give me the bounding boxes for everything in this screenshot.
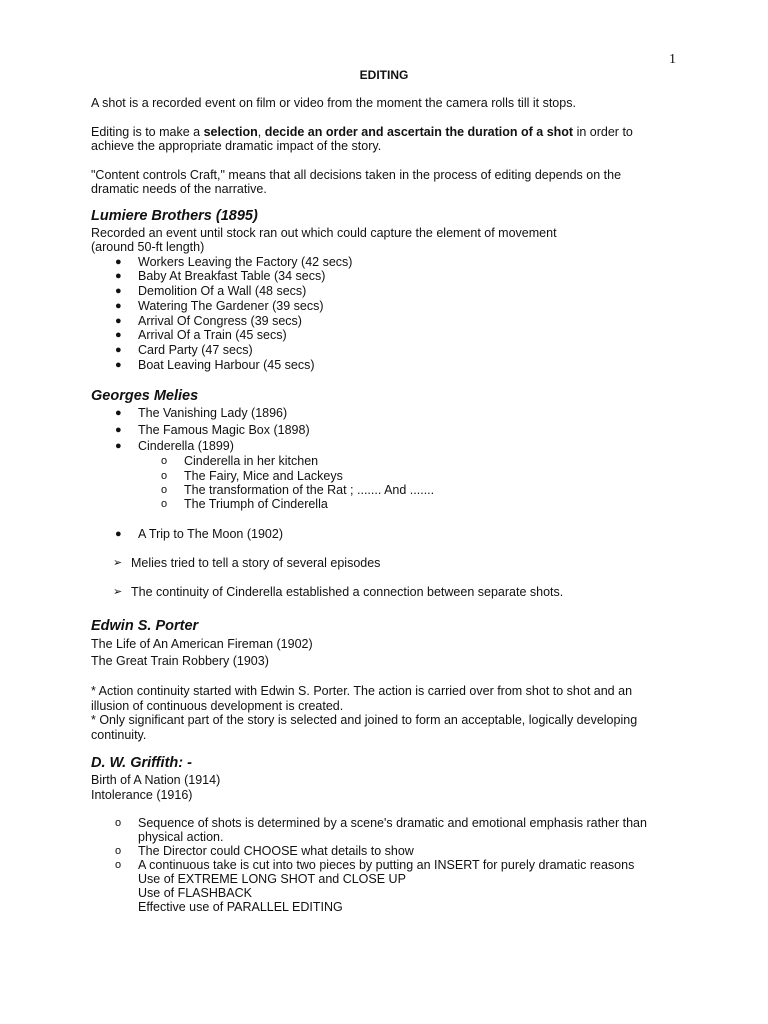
bold-text: decide an order and ascertain the duration of a shot xyxy=(264,124,574,139)
circle-outline-icon: o xyxy=(161,455,168,468)
list-item xyxy=(91,255,671,270)
circle-outline-icon: o xyxy=(115,817,122,830)
list-item xyxy=(91,439,671,454)
list-item-text: The Vanishing Lady (1896) xyxy=(138,405,288,420)
heading-porter: Edwin S. Porter xyxy=(91,618,199,635)
circle-outline-icon: o xyxy=(161,498,168,511)
list-item xyxy=(91,469,671,483)
bullet-dot-icon: ● xyxy=(115,329,122,342)
arrow-point-text: The continuity of Cinderella established a connection between separate shots. xyxy=(131,584,564,599)
intro-paragraph-3: "Content controls Craft," means that all decisions taken in the process of editing depends on the dramatic needs of the narrative. xyxy=(91,167,622,196)
text-span: Editing is to make a xyxy=(91,124,204,139)
list-item xyxy=(91,816,671,844)
bullet-dot-icon: ● xyxy=(115,314,122,327)
porter-film-2: The Great Train Robbery (1903) xyxy=(91,654,269,669)
porter-film-1: The Life of An American Fireman (1902) xyxy=(91,637,313,652)
arrowhead-right-icon: ➢ xyxy=(113,557,123,570)
bullet-dot-icon: ● xyxy=(115,344,122,357)
bullet-dot-icon: ● xyxy=(115,299,122,312)
bullet-dot-icon: ● xyxy=(115,359,122,372)
lumiere-desc-1: Recorded an event until stock ran out which could capture the element of movement xyxy=(91,225,557,240)
list-item xyxy=(91,483,671,497)
list-item-text: Card Party (47 secs) xyxy=(138,343,253,358)
list-item xyxy=(91,343,671,358)
arrowhead-right-icon: ➢ xyxy=(113,585,123,598)
list-item-text: Baby At Breakfast Table (34 secs) xyxy=(138,269,326,284)
list-item xyxy=(91,284,671,299)
bullet-dot-icon: ● xyxy=(115,528,122,541)
arrow-point xyxy=(91,585,671,600)
list-item-text: Workers Leaving the Factory (42 secs) xyxy=(138,254,353,269)
griffith-film-1: Birth of A Nation (1914) xyxy=(91,773,221,788)
list-item-text: Cinderella (1899) xyxy=(138,439,234,454)
griffith-extra-1: Use of EXTREME LONG SHOT and CLOSE UP xyxy=(138,872,406,887)
circle-outline-icon: o xyxy=(115,845,122,858)
list-item xyxy=(91,423,671,438)
lumiere-desc-2: (around 50-ft length) xyxy=(91,240,205,254)
list-item xyxy=(91,454,671,468)
circle-outline-icon: o xyxy=(115,859,122,872)
heading-lumiere: Lumiere Brothers (1895) xyxy=(91,207,258,224)
list-item-text: The Fairy, Mice and Lackeys xyxy=(184,468,343,483)
griffith-extra-2: Use of FLASHBACK xyxy=(138,886,252,901)
griffith-extra-3: Effective use of PARALLEL EDITING xyxy=(138,900,343,915)
list-item-text: Demolition Of a Wall (48 secs) xyxy=(138,284,307,299)
list-item xyxy=(91,269,671,284)
bullet-dot-icon: ● xyxy=(115,440,122,453)
arrow-point xyxy=(91,556,671,571)
page-number: 1 xyxy=(669,52,676,67)
lumiere-film-list xyxy=(91,255,671,373)
list-item-text: Cinderella in her kitchen xyxy=(184,454,319,469)
list-item xyxy=(91,358,671,373)
porter-note-2: * Only significant part of the story is selected and joined to form an acceptable, logically developing continuity. xyxy=(91,713,638,742)
bullet-dot-icon: ● xyxy=(115,285,122,298)
melies-trip-list xyxy=(91,527,671,542)
list-item-text: Watering The Gardener (39 secs) xyxy=(138,298,324,313)
griffith-technique-list xyxy=(91,816,671,872)
list-item-text: The Triumph of Cinderella xyxy=(184,497,328,512)
list-item-text: The Director could CHOOSE what details to show xyxy=(138,844,414,859)
list-item xyxy=(91,844,671,858)
document-body xyxy=(91,96,671,914)
list-item xyxy=(91,328,671,343)
griffith-film-2: Intolerance (1916) xyxy=(91,787,193,802)
list-item-text: Sequence of shots is determined by a scene's dramatic and emotional emphasis rather than physical action. xyxy=(138,816,647,845)
cinderella-scene-list xyxy=(91,454,671,511)
list-item-text: Boat Leaving Harbour (45 secs) xyxy=(138,358,315,373)
list-item-text: The transformation of the Rat ; ....... And ....... xyxy=(184,482,435,497)
list-item xyxy=(91,406,671,421)
text-span: , xyxy=(257,124,265,139)
circle-outline-icon: o xyxy=(161,469,168,482)
circle-outline-icon: o xyxy=(161,483,168,496)
arrow-point-text: Melies tried to tell a story of several episodes xyxy=(131,556,381,571)
bullet-dot-icon: ● xyxy=(115,423,122,436)
intro-paragraph-2 xyxy=(91,125,671,154)
porter-note-1: * Action continuity started with Edwin S. Porter. The action is carried over from shot to shot and an illusion of continuous development is created. xyxy=(91,684,633,713)
bullet-dot-icon: ● xyxy=(115,270,122,283)
list-item-text: A continuous take is cut into two pieces by putting an INSERT for purely dramatic reasons xyxy=(138,858,635,873)
list-item xyxy=(91,858,671,872)
list-item-text: Arrival Of Congress (39 secs) xyxy=(138,313,302,328)
bold-text: selection xyxy=(203,124,258,139)
list-item xyxy=(91,497,671,511)
list-item xyxy=(91,314,671,329)
heading-melies: Georges Melies xyxy=(91,387,199,404)
list-item-text: The Famous Magic Box (1898) xyxy=(138,422,310,437)
list-item xyxy=(91,299,671,314)
melies-film-list xyxy=(91,406,671,454)
list-item xyxy=(91,527,671,542)
intro-paragraph-1: A shot is a recorded event on film or video from the moment the camera rolls till it stops. xyxy=(91,96,576,110)
bullet-dot-icon: ● xyxy=(115,406,122,419)
list-item-text: A Trip to The Moon (1902) xyxy=(138,527,283,542)
document-title: EDITING xyxy=(359,68,409,82)
text-span: in order to achieve the appropriate dramatic impact of the story. xyxy=(91,124,633,153)
heading-griffith: D. W. Griffith: - xyxy=(91,755,192,772)
bullet-dot-icon: ● xyxy=(115,255,122,268)
list-item-text: Arrival Of a Train (45 secs) xyxy=(138,328,287,343)
